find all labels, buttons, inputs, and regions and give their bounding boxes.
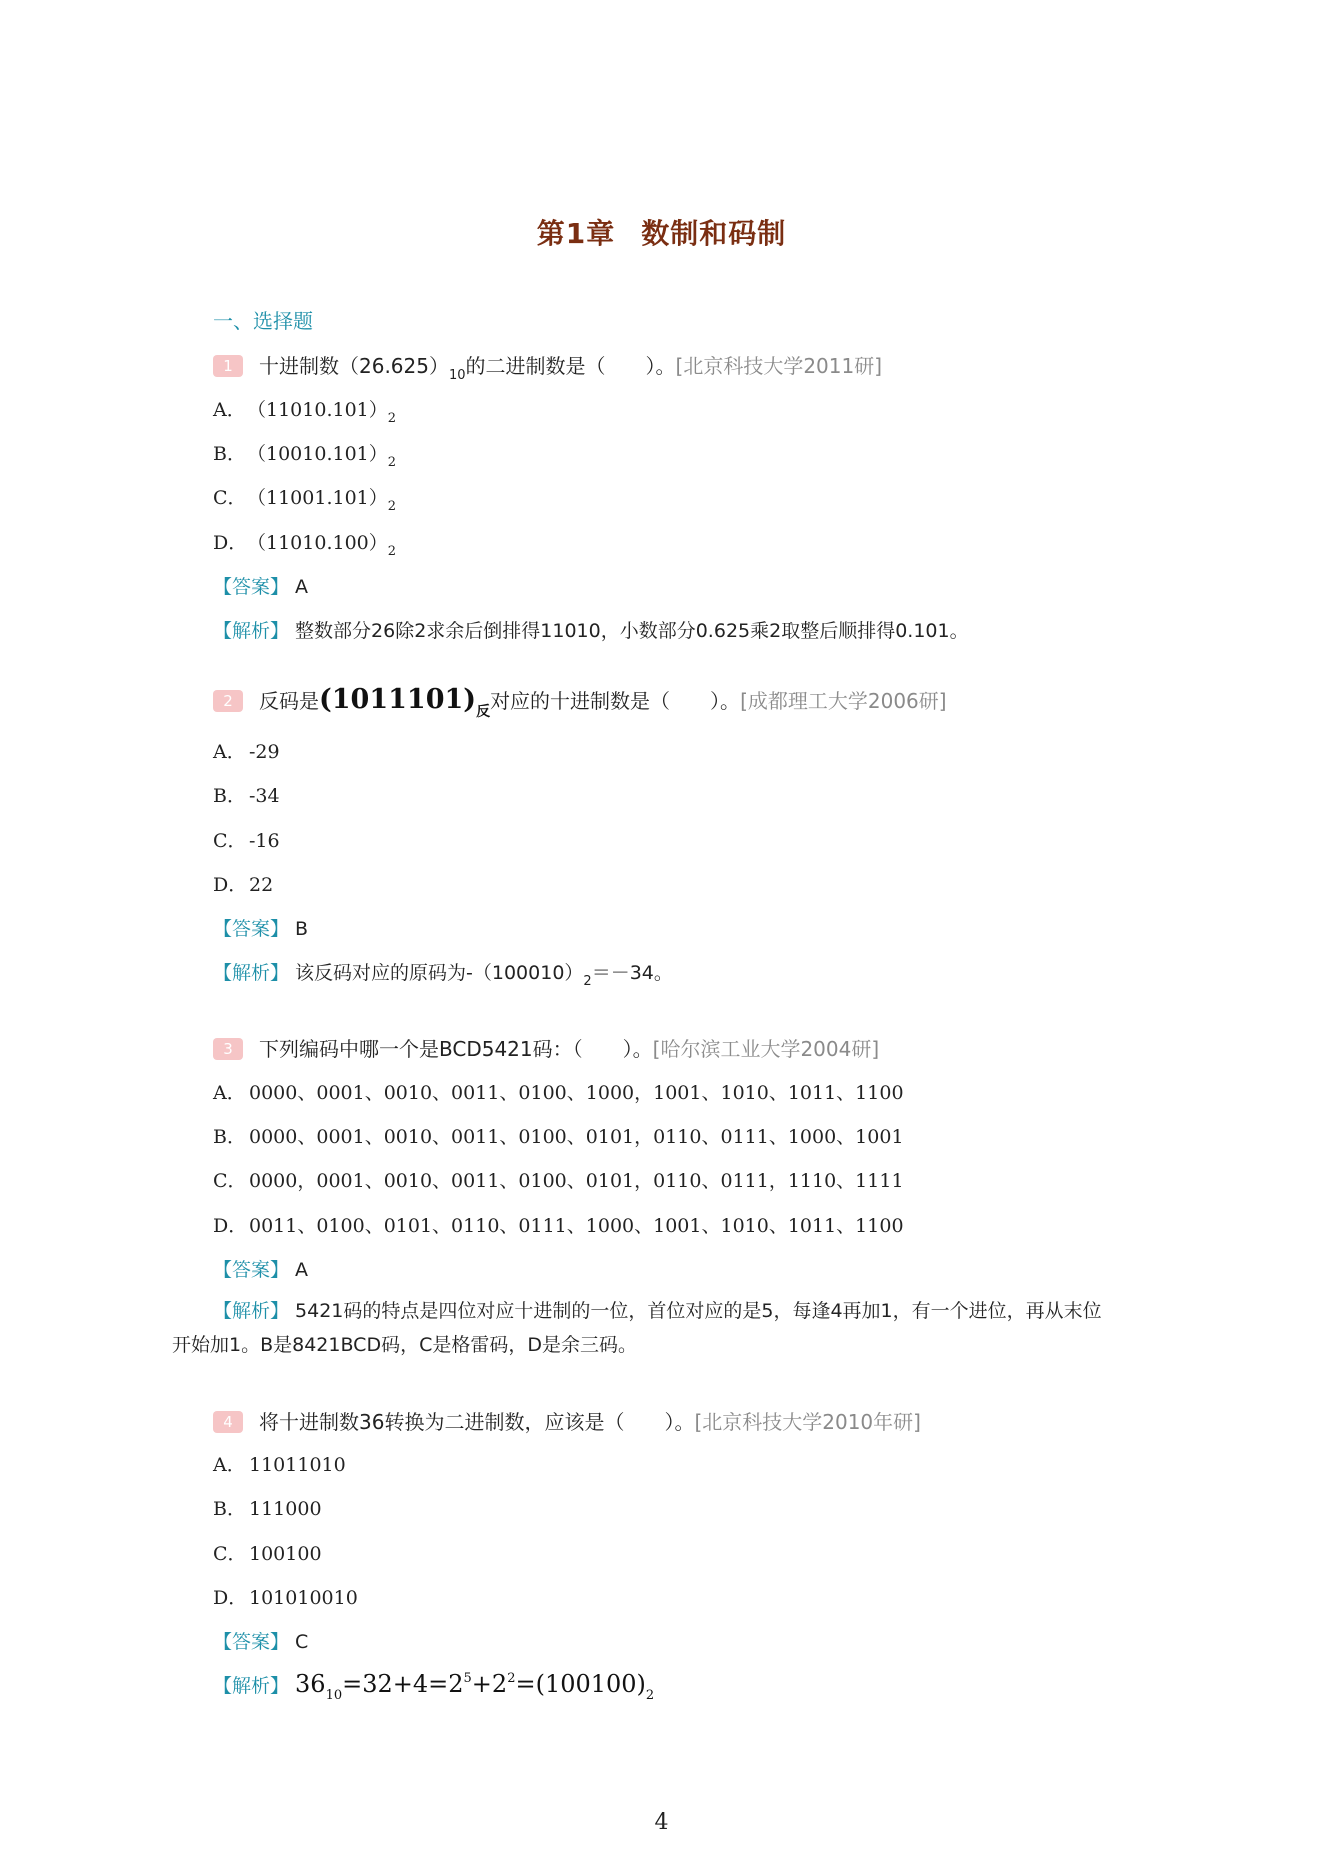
option-b: B．$(10010.101)_2$ [213, 443, 397, 470]
question-number-badge: 3 [213, 1038, 243, 1060]
question-number-badge: 2 [213, 690, 243, 712]
page-number: 4 [654, 1810, 669, 1835]
option-a: A． 11011010 [213, 1454, 346, 1476]
section-heading: 一、选择题 [213, 309, 313, 333]
chapter-title [0, 212, 1323, 252]
answer-line: 【答案】 B [213, 918, 309, 940]
option-a: A． 0000、0001、0010、0011、0100、1000，1001、1010、1011、1100 [213, 1082, 904, 1104]
explanation-paragraph: 【解析】 5421码的特点是四位对应十进制的一位，首位对应的是5，每逢4再加1，有一个进位，再从末位 开始加1。B是8421BCD码，C是格雷码，D是余三码。 [172, 1300, 1102, 1356]
question-4-stem: 4 将十进制数36转换为二进制数，应该是（ ）。[北京科技大学2010年研] [213, 1406, 921, 1435]
question-number-badge: 1 [213, 355, 243, 377]
option-d: D．0011、0100、0101、0110、0111、1000、1001、1010、1011、1100 [213, 1215, 904, 1237]
option-b: B． 111000 [213, 1498, 322, 1520]
option-d: D．$(11010.100)_2$ [213, 532, 397, 559]
option-b: B． -34 [213, 785, 280, 807]
answer-line: 【答案】 A [213, 1259, 309, 1281]
question-number-badge: 4 [213, 1411, 243, 1433]
question-2-stem: 2 反码是$(1011101)_反$对应的十进制数是（ ）。[成都理工大学2006研] [213, 684, 947, 721]
option-c: C．$(11001.101)_2$ [213, 487, 397, 514]
answer-line: 【答案】 A [213, 576, 309, 598]
option-d: D．22 [213, 874, 274, 896]
option-d: D．101010010 [213, 1587, 358, 1609]
chapter-name: 数制和码制 [641, 217, 787, 250]
question-1-stem: 1 十进制数$(26.625)_{10}$的二进制数是（ ）。[北京科技大学2011研] [213, 350, 882, 383]
question-source: [哈尔滨工业大学2004研] [652, 1037, 880, 1061]
option-c: C． 0000，0001、0010、0011、0100、0101，0110、0111，1110、1111 [213, 1170, 904, 1192]
question-source: [成都理工大学2006研] [740, 689, 947, 713]
option-c: C． 100100 [213, 1543, 322, 1565]
question-source: [北京科技大学2011研] [675, 354, 883, 378]
ones-complement-code: $(1011101)_反$ [319, 684, 491, 720]
option-b: B． 0000、0001、0010、0011、0100、0101，0110、0111、1000、1001 [213, 1126, 904, 1148]
option-a: A． -29 [213, 741, 280, 763]
question-source: [北京科技大学2010年研] [694, 1410, 921, 1434]
option-c: C． -16 [213, 830, 280, 852]
chapter-number: 第1章 [536, 217, 616, 250]
conversion-formula: $36_{10}=32+4=2^5+2^2=(100100)_2$ [295, 1670, 655, 1703]
explanation-line: 【解析】 $36_{10}=32+4=2^5+2^2=(100100)_2$ [213, 1670, 655, 1703]
answer-line: 【答案】 C [213, 1631, 309, 1653]
option-a: A．$(11010.101)_2$ [213, 399, 397, 426]
explanation-line: 【解析】 整数部分26除2求余后倒排得11010，小数部分0.625乘2取整后顺排得0.101。 [213, 620, 969, 642]
question-3-stem: 3 下列编码中哪一个是BCD5421码：（ ）。[哈尔滨工业大学2004研] [213, 1033, 879, 1062]
explanation-line: 【解析】 该反码对应的原码为$-(100010)_2=-34$。 [213, 962, 673, 989]
